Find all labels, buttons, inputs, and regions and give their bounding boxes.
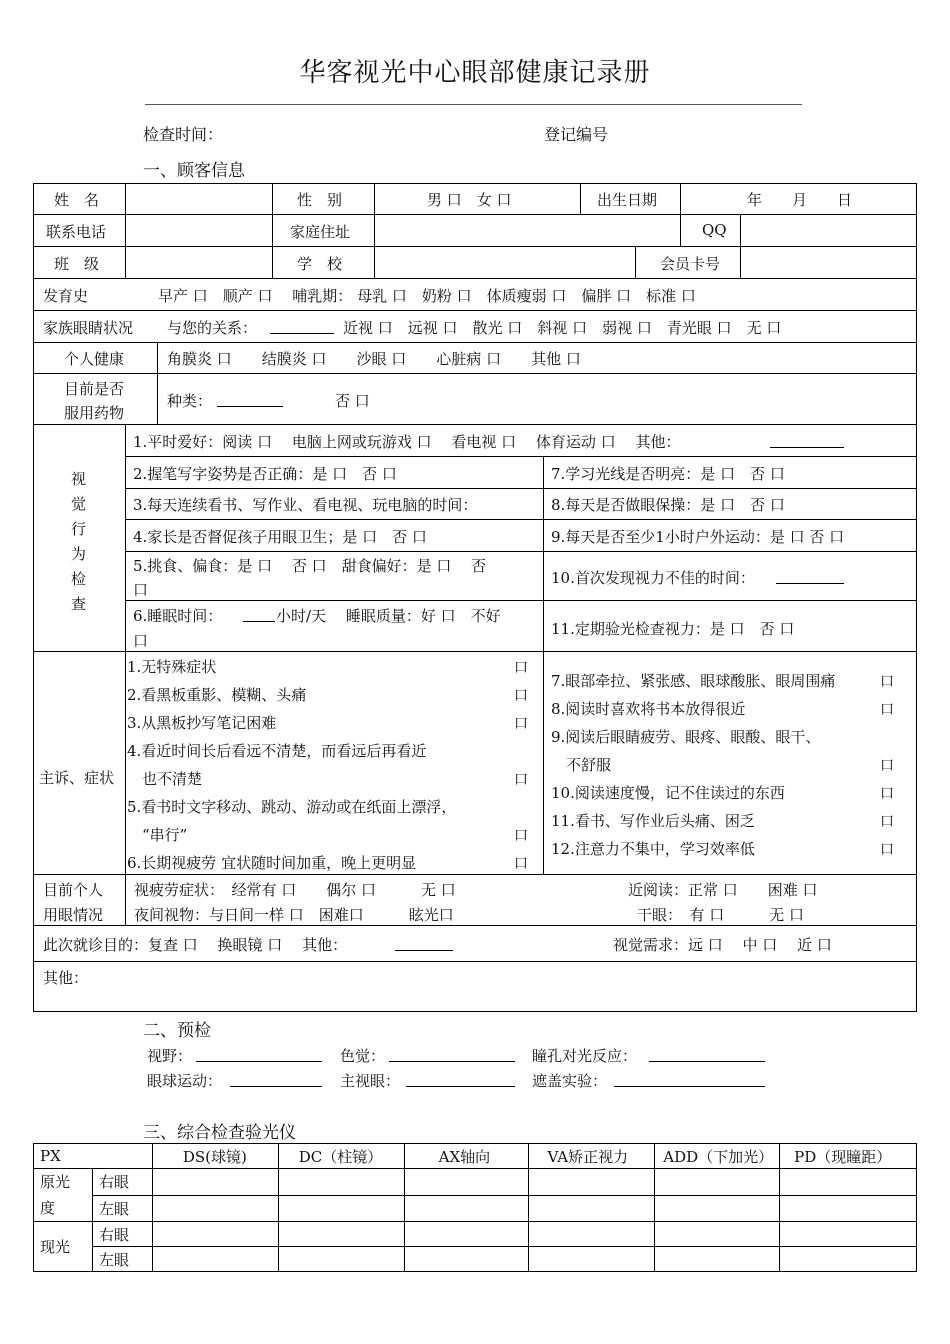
cell-ds[interactable] <box>152 1222 278 1247</box>
cover-test-label: 遮盖实验： <box>532 1072 608 1090</box>
visual-field-label: 视野： <box>147 1047 193 1065</box>
family-eye-options[interactable]: 近视 口 远视 口 散光 口 斜视 口 弱视 口 青光眼 口 无 口 <box>343 319 782 337</box>
meds-label-2: 服用药物 <box>64 404 125 422</box>
symptom-1: 1.无特殊症状 <box>127 658 217 676</box>
table-row <box>34 1169 917 1196</box>
vision-q6: 6.睡眠时间： <box>133 607 223 625</box>
left-eye-label: 左眼 <box>92 1195 152 1222</box>
left-eye-label: 左眼 <box>92 1247 152 1272</box>
symptom-5: 5.看书时文字移动、跳动、游动或在纸面上漂浮， <box>127 798 457 816</box>
cell-ax[interactable] <box>404 1222 529 1247</box>
symptom-11-checkbox[interactable]: 口 <box>880 814 894 830</box>
cell-pd[interactable] <box>780 1195 917 1222</box>
meds-kind-blank[interactable] <box>217 392 283 407</box>
cell-ax[interactable] <box>404 1195 529 1222</box>
vision-q9[interactable]: 9.每天是否至少1小时户外运动：是 口 否 口 <box>551 528 845 546</box>
symptom-9: 9.阅读后眼睛疲劳、眼疼、眼酸、眼干、 <box>551 728 821 746</box>
address-label: 家庭住址 <box>290 223 351 241</box>
dob-format: 年 月 日 <box>747 191 853 209</box>
col-header: PX <box>34 1144 153 1169</box>
phone-label: 联系电话 <box>46 223 107 241</box>
table-row <box>34 1222 917 1247</box>
symptoms-label: 主诉、症状 <box>39 769 115 787</box>
meds-kind-label: 种类： <box>167 392 213 410</box>
vision-q1-other-blank[interactable] <box>770 433 844 448</box>
cell-dc[interactable] <box>278 1195 404 1222</box>
symptom-9-checkbox[interactable]: 口 <box>880 758 894 774</box>
eye-motion-label: 眼球运动： <box>147 1072 223 1090</box>
symptom-12: 12.注意力不集中，学习效率低 <box>551 840 755 858</box>
cell-pd[interactable] <box>780 1169 917 1196</box>
vision-q3: 3.每天连续看书、写作业、看电视、玩电脑的时间： <box>133 496 478 514</box>
dominant-eye-label: 主视眼： <box>340 1072 401 1090</box>
symptom-7: 7.眼部牵拉、紧张感、眼球酸胀、眼周围痛 <box>551 672 836 690</box>
section-customer-info: 一、顾客信息 <box>143 161 245 181</box>
right-eye-label: 右眼 <box>92 1222 152 1247</box>
section-pre-check: 二、预检 <box>143 1021 211 1041</box>
development-label: 发育史 <box>43 287 89 305</box>
symptom-3-checkbox[interactable]: 口 <box>514 716 528 732</box>
cell-ax[interactable] <box>404 1169 529 1196</box>
vision-q7[interactable]: 7.学习光线是否明亮：是 口 否 口 <box>551 465 785 483</box>
dob-label: 出生日期 <box>597 191 658 209</box>
col-header: AX轴向 <box>404 1144 529 1169</box>
meds-label-1: 目前是否 <box>64 380 125 398</box>
eye-use-label-1: 目前个人 <box>43 881 104 899</box>
col-header: PD（现瞳距） <box>780 1144 917 1169</box>
visual-needs[interactable]: 视觉需求：远 口 中 口 近 口 <box>613 936 832 954</box>
cell-ax[interactable] <box>404 1247 529 1272</box>
health-label: 个人健康 <box>64 350 125 368</box>
original-power-label: 原光度 <box>34 1169 93 1222</box>
eye-motion-blank[interactable] <box>230 1072 322 1087</box>
current-power-label: 现光 <box>34 1222 93 1272</box>
symptom-6: 6.长期视疲劳 宜状随时间加重，晚上更明显 <box>127 854 417 872</box>
vision-q4[interactable]: 4.家长是否督促孩子用眼卫生；是 口 否 口 <box>133 528 427 546</box>
cell-va[interactable] <box>529 1222 655 1247</box>
color-vision-label: 色觉： <box>340 1047 386 1065</box>
gender-label: 性 别 <box>297 191 343 209</box>
reg-no-label: 登记编号 <box>544 125 609 144</box>
health-options[interactable]: 角膜炎 口 结膜炎 口 沙眼 口 心脏病 口 其他 口 <box>167 350 581 368</box>
qq-label: QQ <box>702 221 727 239</box>
symptom-4: 4.看近时间长后看远不清楚，而看远后再看近 <box>127 742 427 760</box>
col-header: ADD（下加光） <box>655 1144 780 1169</box>
symptom-5-cont: “串行” <box>127 826 188 844</box>
cell-va[interactable] <box>529 1195 655 1222</box>
cell-dc[interactable] <box>278 1247 404 1272</box>
other-label: 其他： <box>43 969 89 987</box>
title-rule <box>145 104 802 105</box>
symptom-11: 11.看书、写作业后头痛、困乏 <box>551 812 755 830</box>
pupil-reflex-blank[interactable] <box>649 1047 765 1062</box>
name-label: 姓 名 <box>54 191 100 209</box>
vision-q10-blank[interactable] <box>776 569 844 584</box>
cell-va[interactable] <box>529 1247 655 1272</box>
table-row <box>34 1247 917 1272</box>
vision-q6-quality[interactable]: 小时/天 睡眠质量：好 口 不好 <box>276 607 501 625</box>
fatigue-options[interactable]: 视疲劳症状： 经常有 口 偶尔 口 无 口 <box>134 881 456 899</box>
family-relation-blank[interactable] <box>270 319 334 334</box>
symptom-10: 10.阅读速度慢，记不住读过的东西 <box>551 784 785 802</box>
night-vision-options[interactable]: 夜间视物：与日间一样 口 困难口 眩光口 <box>134 906 454 924</box>
symptom-2: 2.看黑板重影、模糊、头痛 <box>127 686 307 704</box>
col-header: DC（柱镜） <box>278 1144 404 1169</box>
cell-add[interactable] <box>655 1247 780 1272</box>
vision-q2[interactable]: 2.握笔写字姿势是否正确：是 口 否 口 <box>133 465 397 483</box>
gender-options[interactable]: 男 口 女 口 <box>427 191 512 209</box>
dry-eye-options[interactable]: 干眼： 有 口 无 口 <box>637 906 805 924</box>
symptom-6-checkbox[interactable]: 口 <box>514 856 528 872</box>
symptom-5-checkbox[interactable]: 口 <box>514 828 528 844</box>
symptom-7-checkbox[interactable]: 口 <box>880 674 894 690</box>
eye-use-label-2: 用眼情况 <box>43 906 104 924</box>
col-header: DS(球镜) <box>152 1144 278 1169</box>
vision-q5[interactable]: 5.挑食、偏食：是 口 否 口 甜食偏好：是 口 否 <box>133 557 487 575</box>
refraction-table <box>33 1143 917 1272</box>
visit-purpose[interactable]: 此次就诊目的：复查 口 换眼镜 口 其他： <box>43 936 348 954</box>
pupil-reflex-label: 瞳孔对光反应： <box>532 1047 638 1065</box>
symptom-9-cont: 不舒服 <box>551 756 612 774</box>
symptom-8: 8.阅读时喜欢将书本放得很近 <box>551 700 746 718</box>
member-card-label: 会员卡号 <box>660 255 721 273</box>
symptom-8-checkbox[interactable]: 口 <box>880 702 894 718</box>
cell-ds[interactable] <box>152 1247 278 1272</box>
color-vision-blank[interactable] <box>389 1047 515 1062</box>
cell-dc[interactable] <box>278 1222 404 1247</box>
visual-field-blank[interactable] <box>196 1047 322 1062</box>
page-title: 华客视光中心眼部健康记录册 <box>299 58 651 88</box>
family-eye-label: 家族眼睛状况 <box>43 319 134 337</box>
visit-other-blank[interactable] <box>395 936 453 951</box>
cell-add[interactable] <box>655 1169 780 1196</box>
vision-q1[interactable]: 1.平时爱好：阅读 口 电脑上网或玩游戏 口 看电视 口 体育运动 口 其他： <box>133 433 681 451</box>
symptom-4-checkbox[interactable]: 口 <box>514 772 528 788</box>
cell-add[interactable] <box>655 1222 780 1247</box>
table-header-row <box>34 1144 917 1169</box>
cell-va[interactable] <box>529 1169 655 1196</box>
symptom-4-cont: 也不清楚 <box>127 770 203 788</box>
near-reading-options[interactable]: 近阅读：正常 口 困难 口 <box>628 881 818 899</box>
vision-q10: 10.首次发现视力不佳的时间： <box>551 569 755 587</box>
vision-q6-hours-blank[interactable] <box>243 607 275 622</box>
cell-pd[interactable] <box>780 1247 917 1272</box>
vision-q5-box[interactable]: 口 <box>133 581 149 599</box>
symptom-3: 3.从黑板抄写笔记困难 <box>127 714 277 732</box>
symptom-2-checkbox[interactable]: 口 <box>514 688 528 704</box>
school-label: 学 校 <box>297 255 343 273</box>
meds-no-option[interactable]: 否 口 <box>335 392 370 410</box>
cell-ds[interactable] <box>152 1169 278 1196</box>
right-eye-label: 右眼 <box>92 1169 152 1196</box>
development-options[interactable]: 早产 口 顺产 口 哺乳期： 母乳 口 奶粉 口 体质瘦弱 口 偏胖 口 标准 口 <box>158 287 696 305</box>
exam-time-label: 检查时间： <box>143 125 224 144</box>
symptom-1-checkbox[interactable]: 口 <box>514 660 528 676</box>
vision-q8[interactable]: 8.每天是否做眼保操：是 口 否 口 <box>551 496 785 514</box>
col-header: VA矫正视力 <box>529 1144 655 1169</box>
vision-q6-box[interactable]: 口 <box>133 632 149 650</box>
symptom-12-checkbox[interactable]: 口 <box>880 842 894 858</box>
dominant-eye-blank[interactable] <box>406 1072 515 1087</box>
cell-dc[interactable] <box>278 1169 404 1196</box>
cover-test-blank[interactable] <box>614 1072 765 1087</box>
cell-pd[interactable] <box>780 1222 917 1247</box>
vision-behavior-label: 视 觉 行 为 检 查 <box>71 470 87 613</box>
table-row <box>34 1195 917 1222</box>
cell-add[interactable] <box>655 1195 780 1222</box>
class-label: 班 级 <box>54 255 100 273</box>
symptom-10-checkbox[interactable]: 口 <box>880 786 894 802</box>
section-refractor: 三、综合检查验光仪 <box>143 1123 296 1143</box>
cell-ds[interactable] <box>152 1195 278 1222</box>
family-relation-label: 与您的关系： <box>167 319 258 337</box>
vision-q11[interactable]: 11.定期验光检查视力：是 口 否 口 <box>551 620 795 638</box>
